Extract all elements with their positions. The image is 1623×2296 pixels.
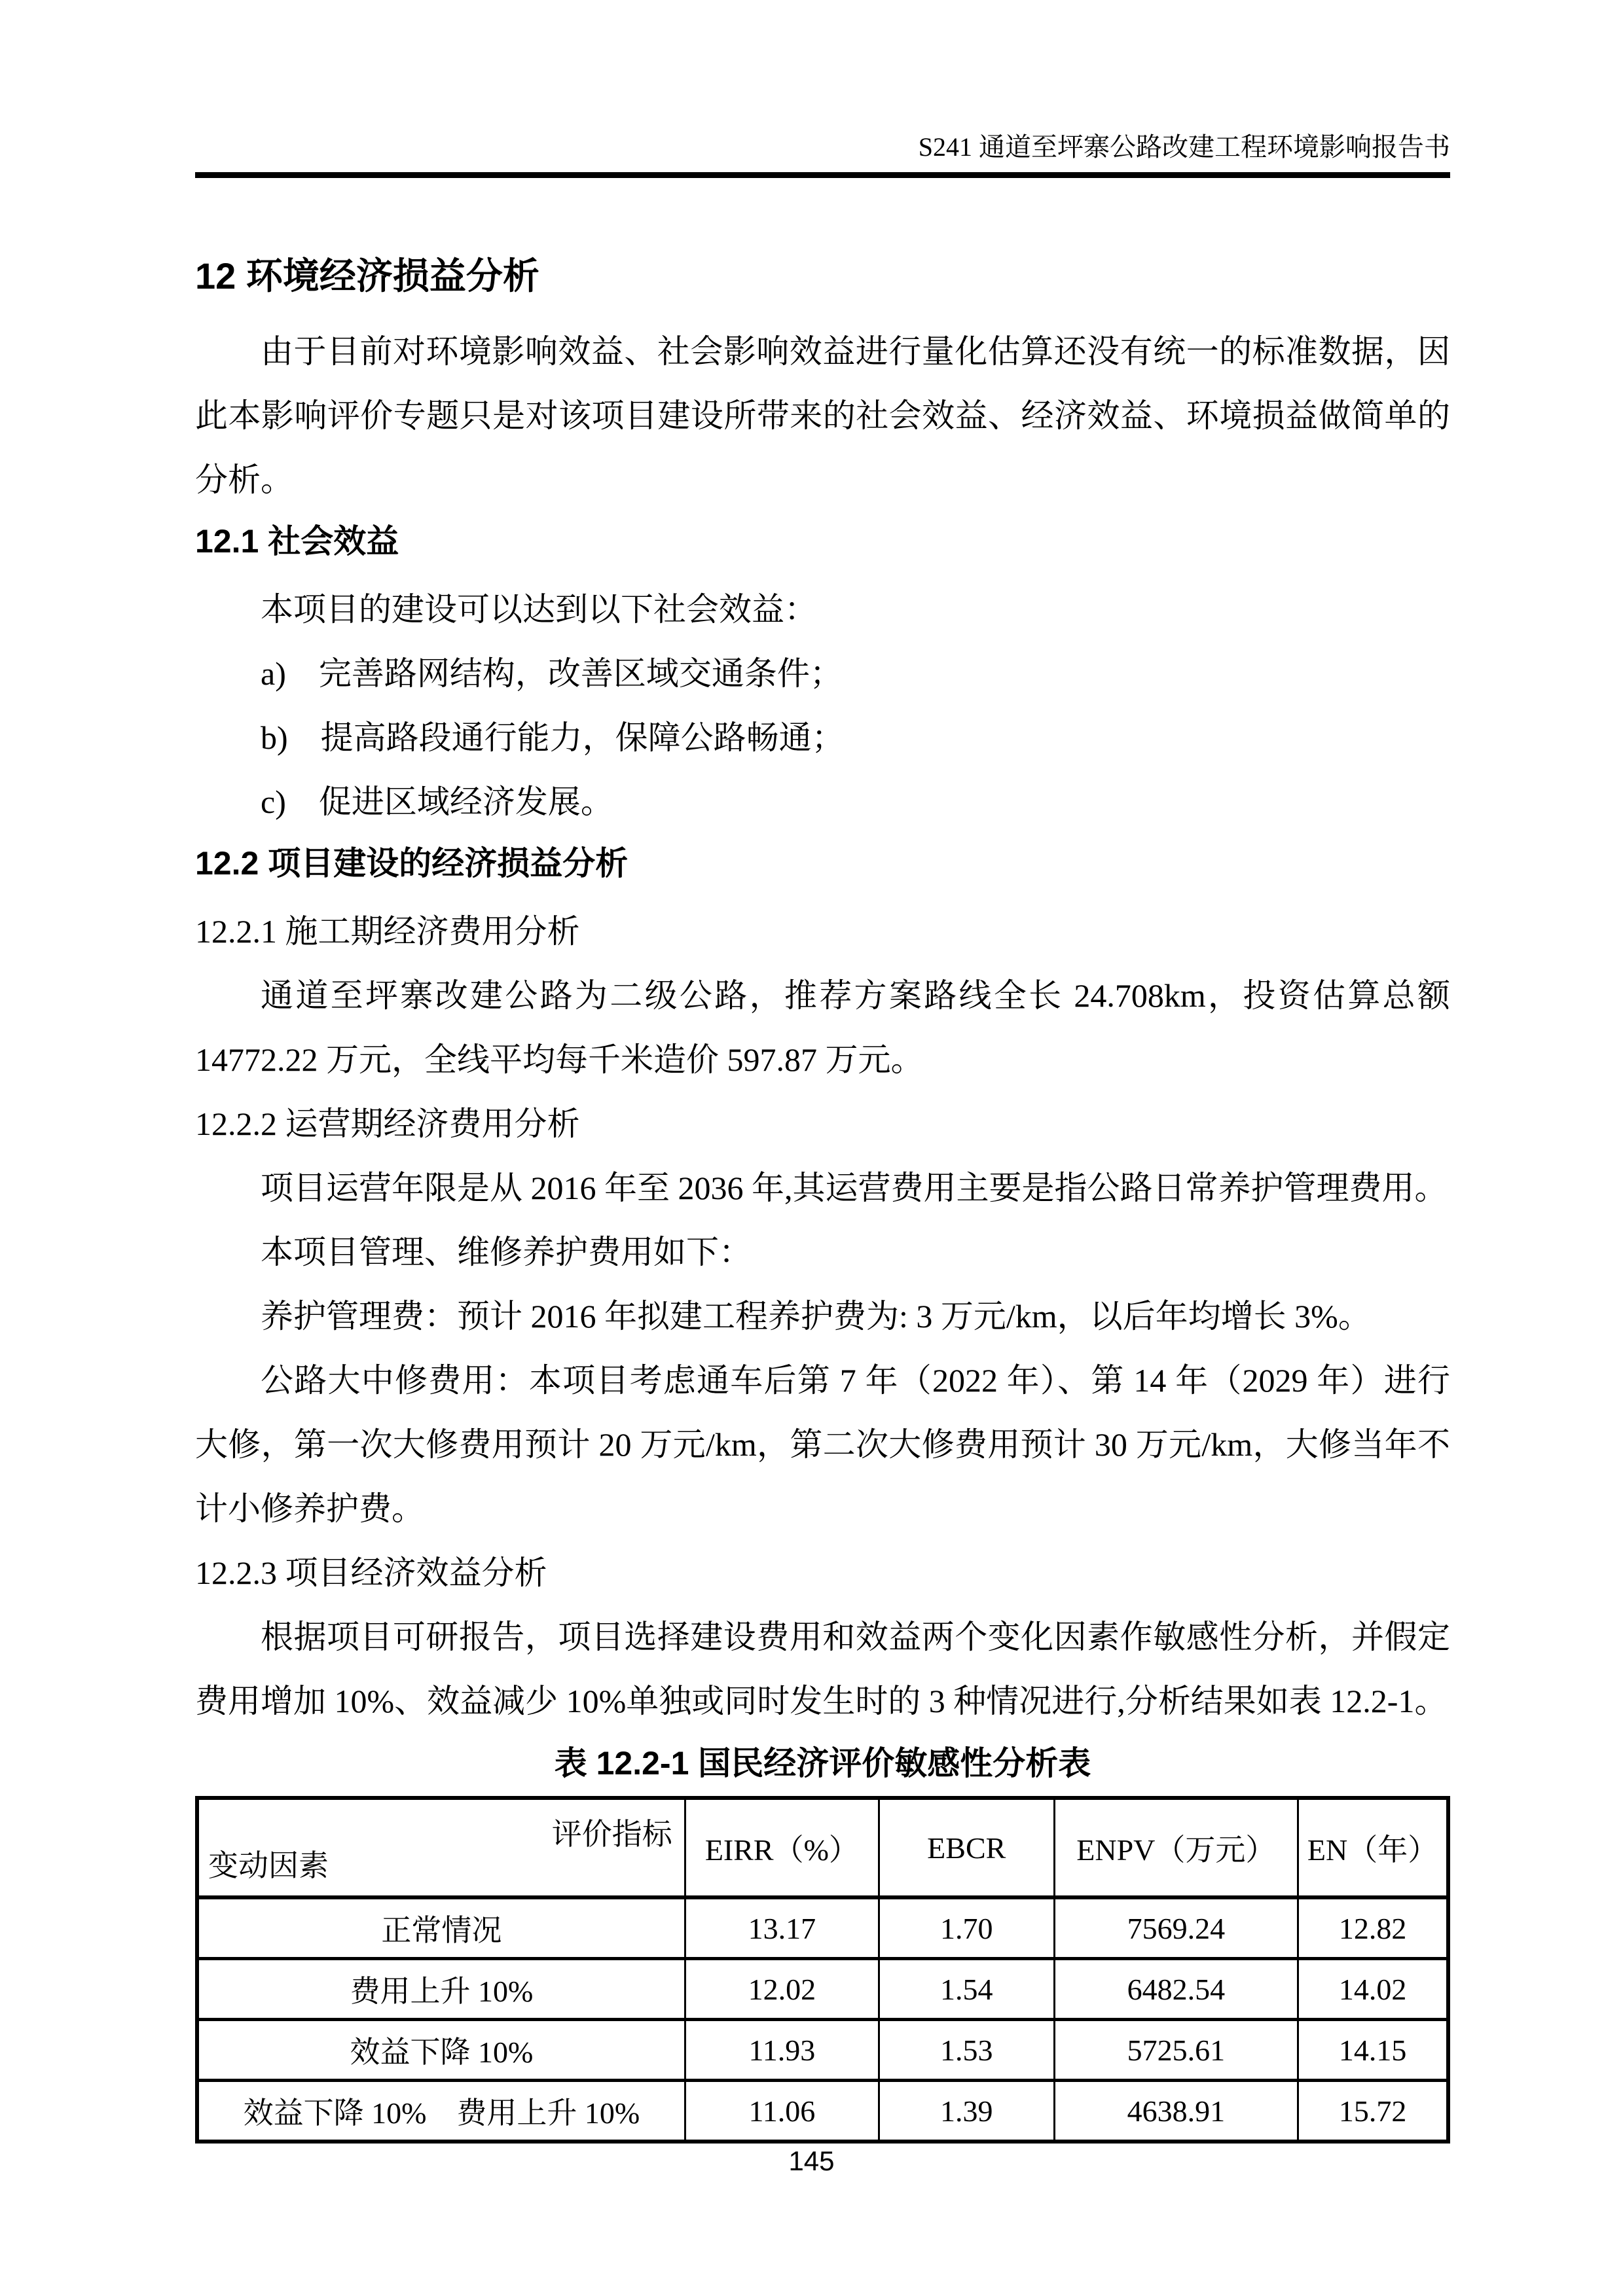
overhaul-fee-paragraph: 公路大中修费用：本项目考虑通车后第 7 年（2022 年）、第 14 年（2029 年）进行大修，第一次大修费用预计 20 万元/km，第二次大修费用预计 30 万元/km，大修当年不计小修养护费。 [195, 1362, 1450, 1527]
page-header [195, 131, 1450, 178]
en-cell: 14.02 [1298, 1959, 1448, 2020]
enpv-cell: 4638.91 [1054, 2081, 1298, 2142]
column-header-eirr: EIRR（%） [685, 1798, 879, 1897]
header-rule [195, 172, 1450, 178]
heading-12-1: 12.1 社会效益 [195, 523, 399, 560]
column-header-enpv: ENPV（万元） [1054, 1798, 1298, 1897]
construction-cost-paragraph: 通道至坪寨改建公路为二级公路，推荐方案路线全长 24.708km，投资估算总额 14772.22 万元，全线平均每千米造价 597.87 万元。 [195, 977, 1450, 1078]
page-footer [0, 2145, 1623, 2177]
column-header-ebcr: EBCR [879, 1798, 1054, 1897]
heading-12-2-3: 12.2.3 项目经济效益分析 [195, 1554, 547, 1591]
doc-title: S241 通道至坪寨公路改建工程环境影响报告书 [918, 132, 1450, 162]
heading-12-2: 12.2 项目建设的经济损益分析 [195, 845, 629, 882]
en-cell: 12.82 [1298, 1897, 1448, 1959]
social-benefit-lead: 本项目的建设可以达到以下社会效益： [261, 591, 817, 628]
sensitivity-table [195, 1796, 1450, 2144]
ebcr-cell: 1.70 [879, 1897, 1054, 1959]
factor-cell: 正常情况 [197, 1897, 685, 1959]
maintenance-fee-paragraph: 养护管理费：预计 2016 年拟建工程养护费为: 3 万元/km，以后年均增长 3%。 [261, 1298, 1371, 1335]
operation-period-paragraph: 项目运营年限是从 2016 年至 2036 年,其运营费用主要是指公路日常养护管理费用。 [261, 1170, 1448, 1206]
table-header-row [197, 1798, 1448, 1897]
page-number: 145 [788, 2145, 835, 2176]
eirr-cell: 13.17 [685, 1897, 879, 1959]
table-row [197, 1897, 1448, 1959]
heading-12-2-2: 12.2.2 运营期经济费用分析 [195, 1105, 580, 1142]
table-corner-cell [197, 1798, 685, 1897]
corner-label-indicator: 评价指标 [551, 1818, 672, 1851]
factor-cell: 效益下降 10% 费用上升 10% [197, 2081, 685, 2142]
factor-cell: 效益下降 10% [197, 2020, 685, 2081]
ebcr-cell: 1.39 [879, 2081, 1054, 2142]
eirr-cell: 11.06 [685, 2081, 879, 2142]
eirr-cell: 11.93 [685, 2020, 879, 2081]
sensitivity-analysis-paragraph: 根据项目可研报告，项目选择建设费用和效益两个变化因素作敏感性分析，并假定费用增加 10%、效益减少 10%单独或同时发生时的 3 种情况进行,分析结果如表 12.2-1。 [195, 1619, 1450, 1719]
eirr-cell: 12.02 [685, 1959, 879, 2020]
enpv-cell: 7569.24 [1054, 1897, 1298, 1959]
heading-12: 12 环境经济损益分析 [195, 255, 539, 296]
maintenance-lead-paragraph: 本项目管理、维修养护费用如下： [261, 1234, 752, 1270]
benefit-item-c: c) 促进区域经济发展。 [261, 783, 613, 820]
en-cell: 15.72 [1298, 2081, 1448, 2142]
page-content [195, 241, 1450, 2144]
benefit-item-b: b) 提高路段通行能力，保障公路畅通； [261, 719, 845, 756]
benefit-item-a: a) 完善路网结构，改善区域交通条件； [261, 655, 843, 692]
column-header-en: EN（年） [1298, 1798, 1448, 1897]
table-title: 表 12.2-1 国民经济评价敏感性分析表 [554, 1745, 1091, 1782]
table-row [197, 1959, 1448, 2020]
corner-label-factor: 变动因素 [208, 1849, 329, 1882]
enpv-cell: 6482.54 [1054, 1959, 1298, 2020]
en-cell: 14.15 [1298, 2020, 1448, 2081]
table-row [197, 2020, 1448, 2081]
heading-12-2-1: 12.2.1 施工期经济费用分析 [195, 913, 580, 950]
enpv-cell: 5725.61 [1054, 2020, 1298, 2081]
factor-cell: 费用上升 10% [197, 1959, 685, 2020]
table-row [197, 2081, 1448, 2142]
ebcr-cell: 1.53 [879, 2020, 1054, 2081]
intro-paragraph: 由于目前对环境影响效益、社会影响效益进行量化估算还没有统一的标准数据，因此本影响评价专题只是对该项目建设所带来的社会效益、经济效益、环境损益做简单的分析。 [195, 333, 1450, 498]
ebcr-cell: 1.54 [879, 1959, 1054, 2020]
